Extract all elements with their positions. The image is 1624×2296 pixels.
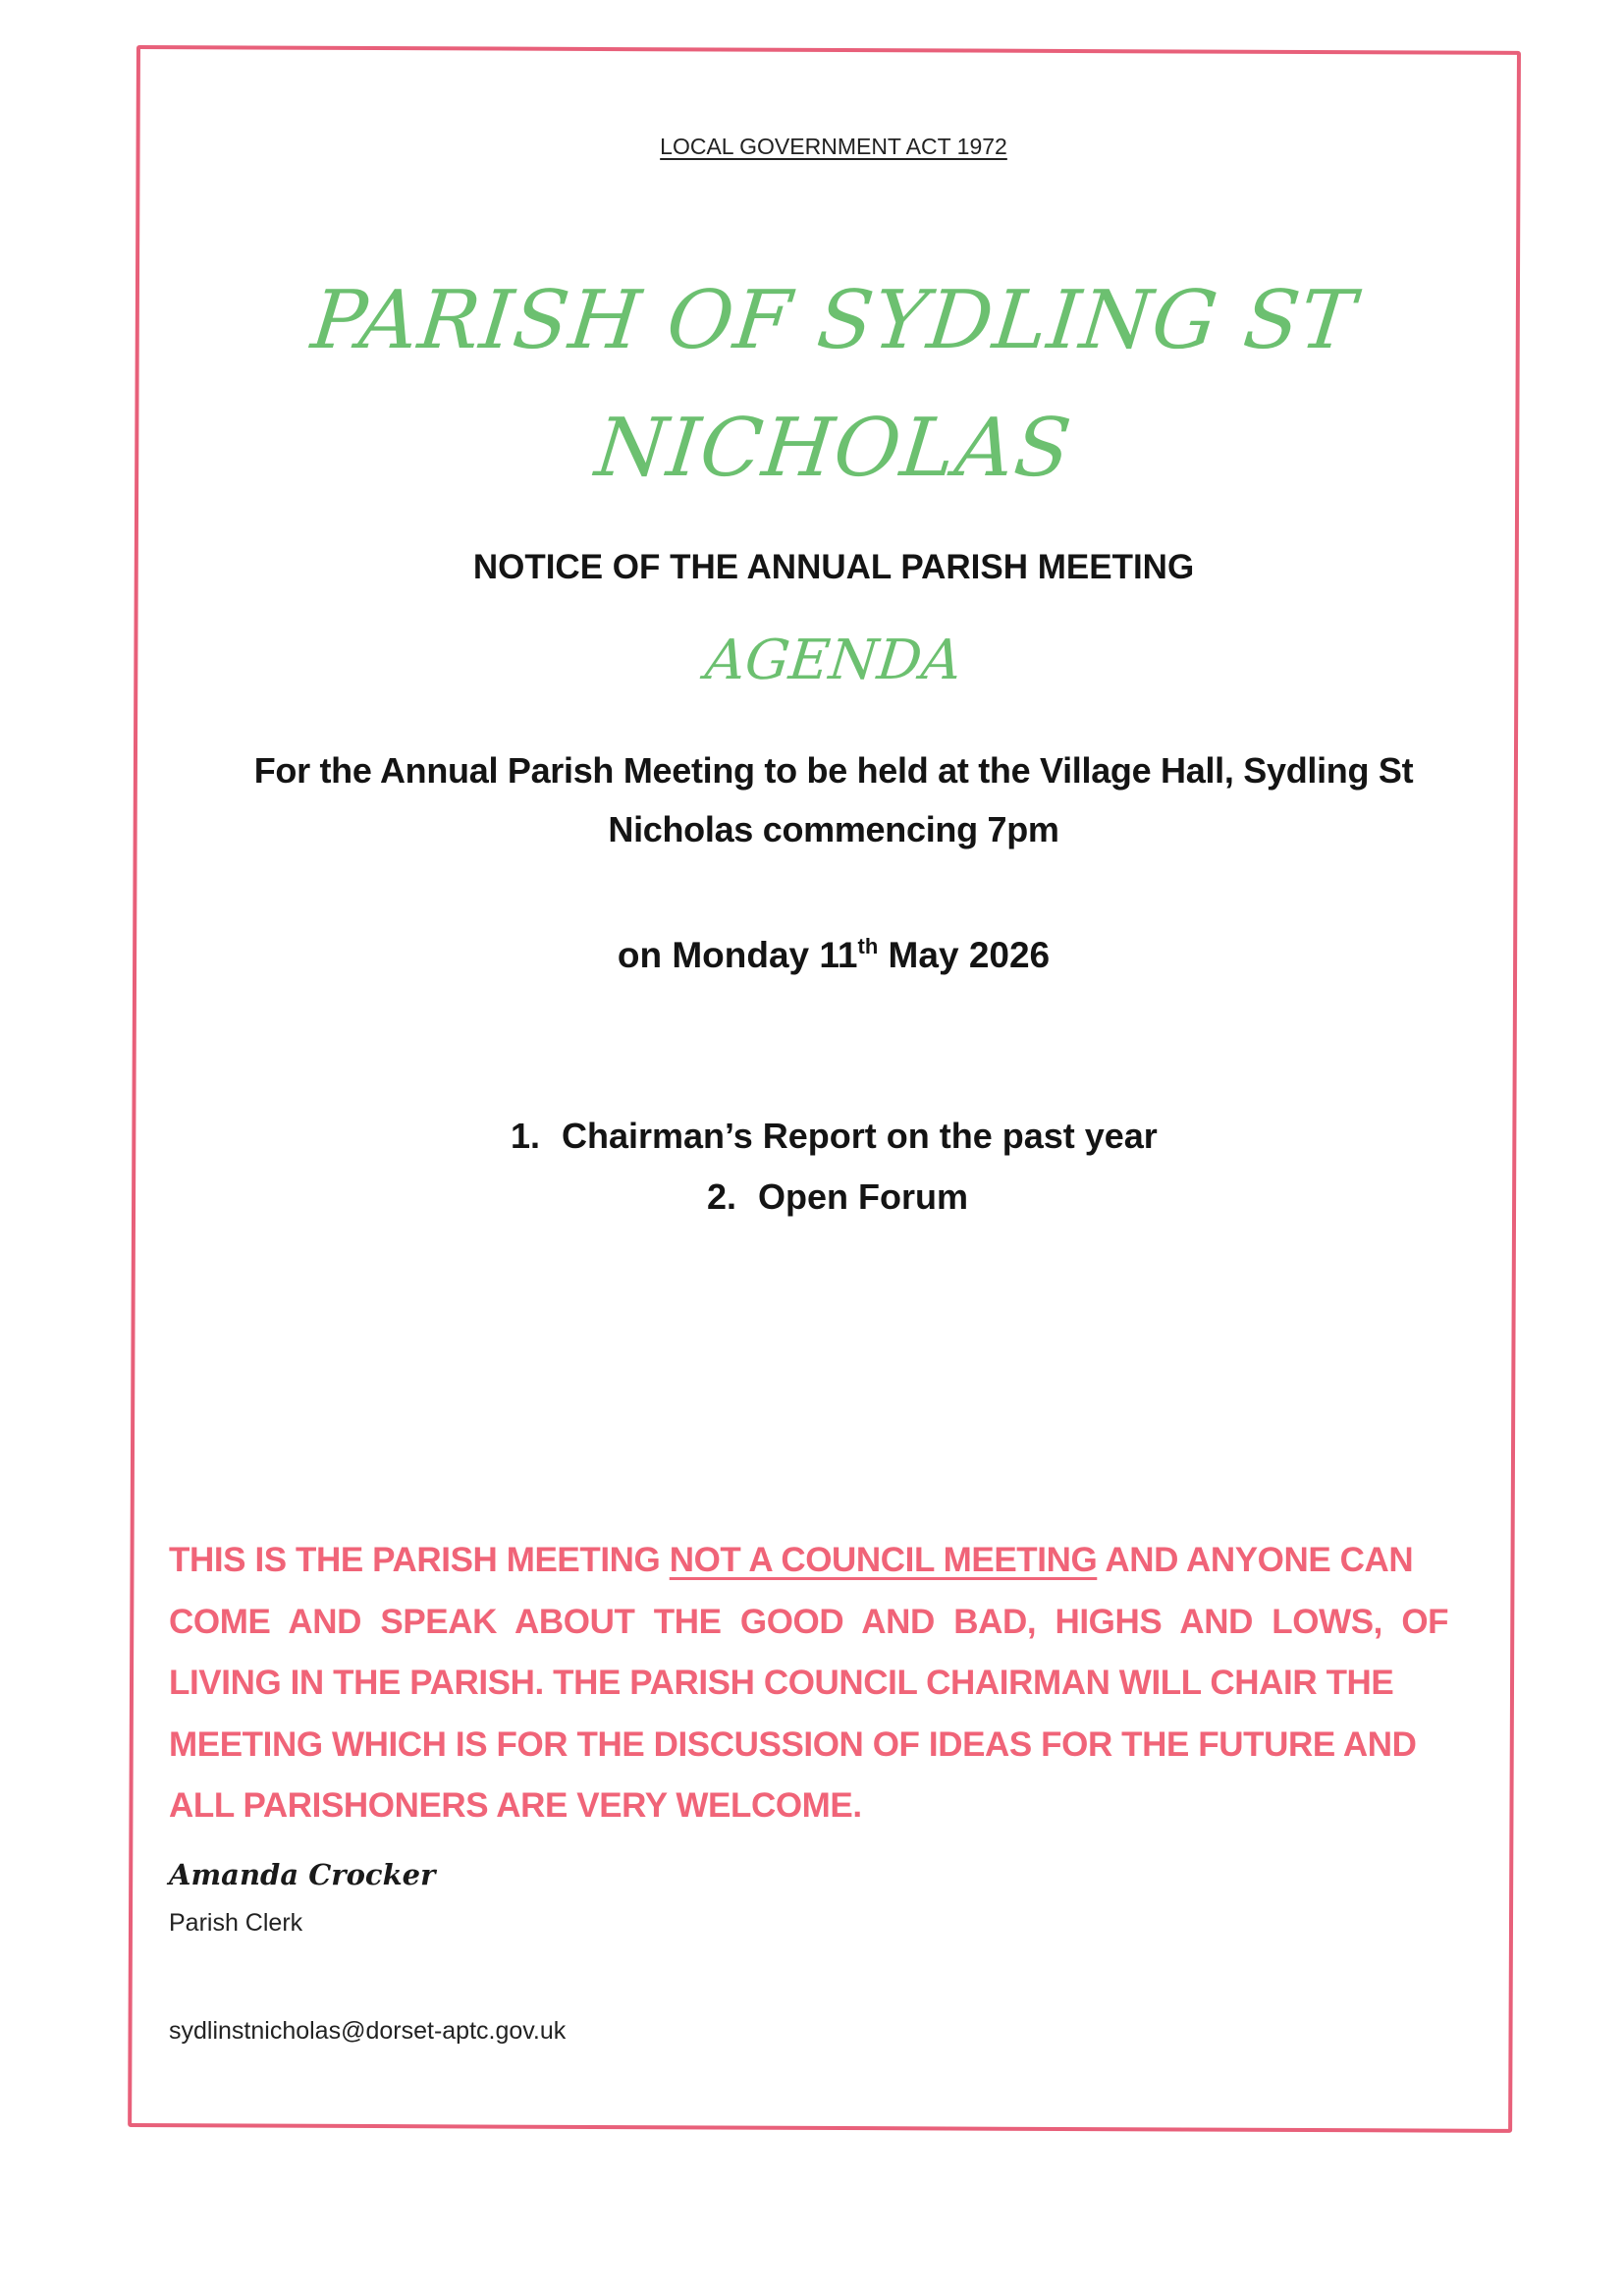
notice-text: THIS IS THE PARISH MEETING <box>169 1541 670 1579</box>
notice-heading: NOTICE OF THE ANNUAL PARISH MEETING <box>472 548 1195 586</box>
public-notice-line-5: ALL PARISHONERS ARE VERY WELCOME. <box>169 1786 862 1825</box>
contact-email: sydlinstnicholas@dorset-aptc.gov.uk <box>169 2017 567 2045</box>
signatory-role: Parish Clerk <box>169 1909 303 1937</box>
date-ordinal: th <box>857 934 879 958</box>
parish-title-line-2: NICHOLAS <box>591 402 1076 495</box>
date-prefix: on Monday 11 <box>617 935 858 975</box>
act-header: LOCAL GOVERNMENT ACT 1972 <box>660 134 1007 159</box>
agenda-item-text: Open Forum <box>758 1176 968 1217</box>
public-notice-line-2: COME AND SPEAK ABOUT THE GOOD AND BAD, HIGHS AND LOWS, OF <box>169 1602 1449 1641</box>
agenda-item <box>707 1176 968 1218</box>
agenda-item-number: 1. <box>511 1116 541 1156</box>
agenda-item <box>511 1116 1158 1157</box>
signatory-name: Amanda Crocker <box>169 1858 436 1891</box>
public-notice <box>169 1530 1543 1837</box>
not-council-meeting-emphasis: NOT A COUNCIL MEETING <box>669 1541 1098 1579</box>
parish-title-line-1: PARISH OF SYDLING ST <box>307 274 1361 367</box>
agenda-item-text: Chairman’s Report on the past year <box>562 1116 1158 1156</box>
meeting-details-line-2: Nicholas commencing 7pm <box>608 809 1059 849</box>
notice-text: AND ANYONE CAN <box>1097 1541 1414 1579</box>
meeting-date <box>136 935 1531 976</box>
agenda-item-number: 2. <box>707 1176 737 1217</box>
date-suffix: May 2026 <box>878 935 1051 975</box>
meeting-details-line-1: For the Annual Parish Meeting to be held at the Village Hall, Sydling St <box>253 750 1414 791</box>
public-notice-line-1 <box>169 1530 1543 1592</box>
public-notice-line-4: MEETING WHICH IS FOR THE DISCUSSION OF IDEAS FOR THE FUTURE AND <box>169 1724 1417 1764</box>
public-notice-line-3: LIVING IN THE PARISH. THE PARISH COUNCIL CHAIRMAN WILL CHAIR THE <box>169 1664 1394 1702</box>
agenda-heading: AGENDA <box>702 629 965 692</box>
